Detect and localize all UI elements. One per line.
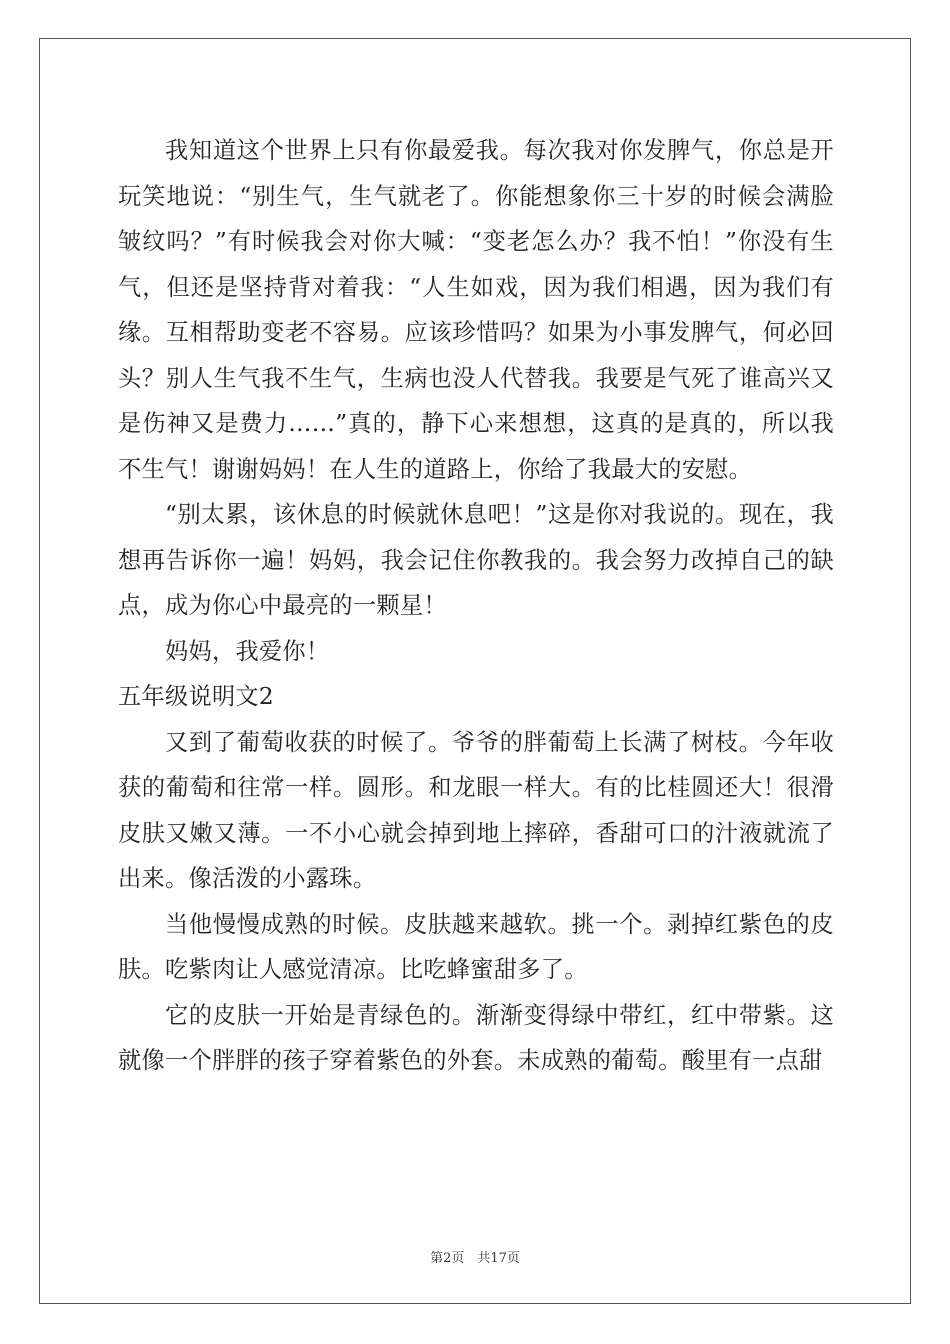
- section-heading: 五年级说明文2: [118, 683, 274, 710]
- paragraph: 当他慢慢成熟的时候。皮肤越来越软。挑一个。剥掉红紫色的皮肤。吃紫肉让人感觉清凉。比吃蜂蜜甜多了。: [118, 910, 834, 983]
- document-body: [118, 128, 834, 1084]
- paragraph: “别太累，该休息的时候就休息吧！”这是你对我说的。现在，我想再告诉你一遍！妈妈，我会记住你教我的。我会努力改掉自己的缺点，成为你心中最亮的一颗星！: [118, 501, 834, 619]
- paragraph: 它的皮肤一开始是青绿色的。渐渐变得绿中带红，红中带紫。这就像一个胖胖的孩子穿着紫色的外套。未成熟的葡萄。酸里有一点甜: [118, 1001, 834, 1074]
- paragraph: 我知道这个世界上只有你最爱我。每次我对你发脾气，你总是开玩笑地说：“别生气，生气就老了。你能想象你三十岁的时候会满脸皱纹吗？”有时候我会对你大喊：“变老怎么办？我不怕！”你没有生气，但还是坚持背对着我：“人生如戏，因为我们相遇，因为我们有缘。互相帮助变老不容易。应该珍惜吗？如果为小事发脾气，何必回头？别人生气我不生气，生病也没人代替我。我要是气死了谁高兴又是伤神又是费力……”真的，静下心来想想，这真的是真的，所以我不生气！谢谢妈妈！在人生的道路上，你给了我最大的安慰。: [118, 137, 834, 483]
- paragraph: 又到了葡萄收获的时候了。爷爷的胖葡萄上长满了树枝。今年收获的葡萄和往常一样。圆形。和龙眼一样大。有的比桂圆还大！很滑皮肤又嫩又薄。一不小心就会掉到地上摔碎，香甜可口的汁液就流了出来。像活泼的小露珠。: [118, 728, 834, 892]
- page-footer: 第2页 共17页: [430, 1251, 520, 1266]
- paragraph: 妈妈，我爱你！: [165, 637, 330, 665]
